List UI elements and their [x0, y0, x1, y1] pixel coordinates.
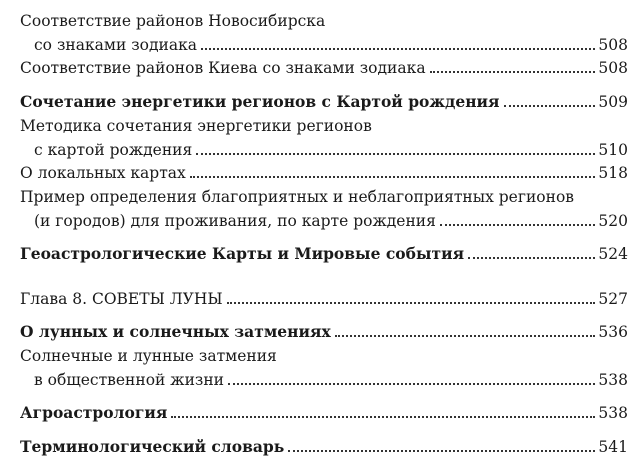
toc-entry-example-line2 — [34, 210, 628, 232]
toc-page-number: 509 — [598, 93, 628, 111]
toc-section-title: О лунных и солнечных затмениях — [20, 322, 331, 341]
toc-section-eclipses — [20, 321, 628, 343]
dot-leader — [335, 335, 596, 337]
toc-page-number: 538 — [598, 404, 628, 422]
toc-entry-eclipses-social-line1 — [20, 345, 628, 367]
dot-leader — [171, 416, 595, 418]
toc-page-number: 520 — [598, 212, 628, 230]
toc-entry-novosibirsk-districts-line1 — [20, 10, 628, 32]
toc-section-glossary — [20, 436, 628, 458]
toc-entry-text: в общественной жизни — [34, 371, 225, 389]
toc-entry-text: Солнечные и лунные затмения — [20, 347, 277, 365]
toc-entry-method-line2 — [34, 139, 628, 161]
toc-page-number: 518 — [598, 164, 628, 182]
toc-page-number: 536 — [598, 323, 628, 341]
toc-section-title: Терминологический словарь — [20, 437, 285, 456]
toc-entry-text: с картой рождения — [34, 141, 193, 159]
dot-leader — [468, 257, 595, 259]
dot-leader — [201, 48, 595, 50]
dot-leader — [190, 176, 596, 178]
toc-entry-kiev-districts — [20, 57, 628, 79]
toc-page-number: 527 — [598, 290, 628, 308]
dot-leader — [227, 302, 596, 304]
toc-entry-example-line1 — [20, 186, 628, 208]
toc-entry-text: Соответствие районов Киева со знаками зодиака — [20, 59, 426, 77]
toc-entry-text: Пример определения благоприятных и неблагоприятных регионов — [20, 188, 575, 206]
toc-entry-local-charts — [20, 162, 628, 184]
toc-page-number: 524 — [598, 245, 628, 263]
dot-leader — [440, 224, 596, 226]
toc-entry-novosibirsk-districts-line2 — [34, 34, 628, 56]
toc-section-regions-energetics — [20, 91, 628, 113]
dot-leader — [196, 153, 595, 155]
dot-leader — [430, 71, 596, 73]
toc-page-number: 541 — [598, 438, 628, 456]
dot-leader — [504, 105, 596, 107]
toc-entry-text: Методика сочетания энергетики регионов — [20, 117, 372, 135]
toc-page-number: 510 — [598, 141, 628, 159]
dot-leader — [228, 383, 595, 385]
dot-leader — [288, 450, 595, 452]
toc-section-title: Агроастрология — [20, 403, 168, 422]
toc-entry-text: Соответствие районов Новосибирска — [20, 12, 326, 30]
toc-section-agroastrology — [20, 402, 628, 424]
toc-section-title: Сочетание энергетики регионов с Картой рождения — [20, 92, 500, 111]
toc-entry-text: О локальных картах — [20, 164, 186, 182]
toc-chapter-title: Глава 8. СОВЕТЫ ЛУНЫ — [20, 290, 223, 308]
toc-section-geoastrological-charts — [20, 243, 628, 265]
toc-page-number: 508 — [598, 59, 628, 77]
toc-entry-eclipses-social-line2 — [34, 369, 628, 391]
toc-section-title: Геоастрологические Карты и Мировые события — [20, 244, 465, 263]
toc-entry-text: со знаками зодиака — [34, 36, 198, 54]
toc-entry-text: (и городов) для проживания, по карте рождения — [34, 212, 436, 230]
toc-page-number: 508 — [598, 36, 628, 54]
toc-entry-method-line1 — [20, 115, 628, 137]
toc-chapter-8 — [20, 288, 628, 310]
toc-page-number: 538 — [598, 371, 628, 389]
